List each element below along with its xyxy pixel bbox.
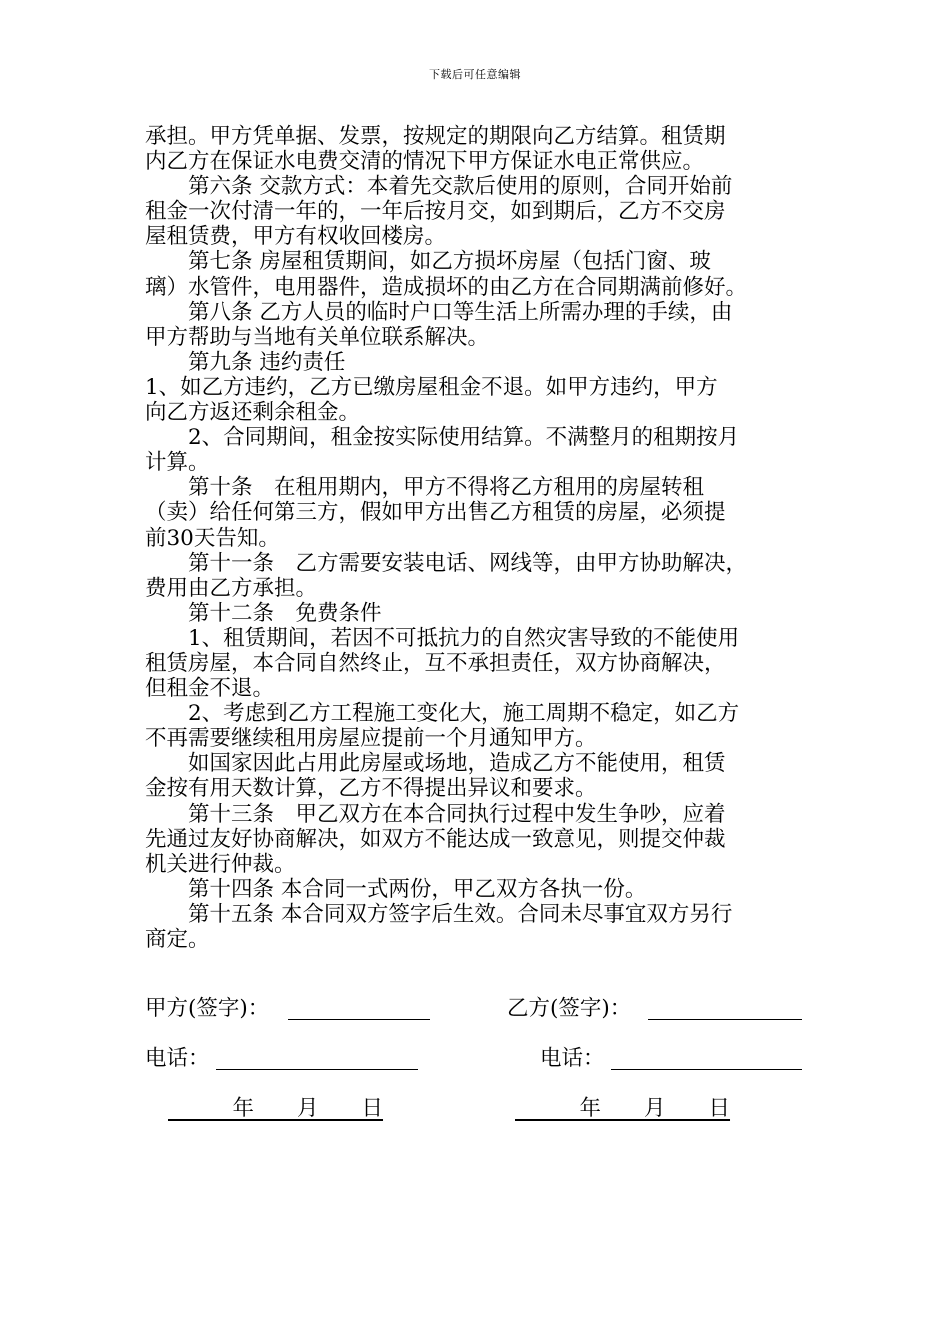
contract-line: 第八条 乙方人员的临时户口等生活上所需办理的手续，由 bbox=[145, 299, 733, 325]
contract-line: 计算。 bbox=[145, 450, 210, 476]
contract-body bbox=[145, 124, 805, 952]
contract-line: 前30天告知。 bbox=[145, 525, 280, 551]
contract-line: 向乙方返还剩余租金。 bbox=[145, 400, 361, 426]
party-a-signature-blank bbox=[288, 1019, 430, 1020]
contract-line: 租赁房屋，本合同自然终止，互不承担责任，双方协商解决， bbox=[145, 650, 726, 676]
contract-line: 先通过友好协商解决，如双方不能达成一致意见，则提交仲裁 bbox=[145, 826, 726, 852]
contract-line: 租金一次付清一年的，一年后按月交，如到期后，乙方不交房 bbox=[145, 199, 726, 225]
party-b-signature-label: 乙方(签字)： bbox=[507, 996, 632, 1021]
party-a-date: 年 月 日 bbox=[168, 1096, 384, 1121]
party-a-signature-label: 甲方(签字)： bbox=[145, 996, 270, 1021]
party-b-phone-label: 电话： bbox=[540, 1046, 605, 1071]
contract-line: 内乙方在保证水电费交清的情况下甲方保证水电正常供应。 bbox=[145, 149, 705, 175]
contract-line: 屋租赁费，甲方有权收回楼房。 bbox=[145, 224, 447, 250]
contract-line: 商定。 bbox=[145, 927, 210, 952]
party-a-phone-label: 电话： bbox=[145, 1046, 210, 1071]
contract-line: 第九条 违约责任 bbox=[145, 349, 346, 375]
party-b-signature-blank bbox=[648, 1019, 802, 1020]
contract-line: 璃）水管件，电用器件，造成损坏的由乙方在合同期满前修好。 bbox=[145, 274, 748, 300]
party-b-date: 年 月 日 bbox=[515, 1096, 731, 1121]
contract-line: 1、租赁期间，若因不可抵抗力的自然灾害导致的不能使用 bbox=[145, 625, 740, 651]
contract-line: 金按有用天数计算，乙方不得提出异议和要求。 bbox=[145, 776, 597, 802]
contract-line: 承担。甲方凭单据、发票，按规定的期限向乙方结算。租赁期 bbox=[145, 124, 726, 149]
contract-line: 不再需要继续租用房屋应提前一个月通知甲方。 bbox=[145, 726, 597, 752]
contract-line: 第十三条 甲乙双方在本合同执行过程中发生争吵，应着 bbox=[145, 801, 726, 827]
contract-line: 2、考虑到乙方工程施工变化大，施工周期不稳定，如乙方 bbox=[145, 701, 740, 727]
contract-line: 但租金不退。 bbox=[145, 676, 275, 702]
party-a-phone-blank bbox=[216, 1069, 418, 1070]
page-header-note: 下载后可任意编辑 bbox=[429, 68, 521, 81]
contract-line: 第十四条 本合同一式两份，甲乙双方各执一份。 bbox=[145, 876, 647, 902]
contract-line: 第十二条 免费条件 bbox=[145, 600, 382, 626]
contract-line: 如国家因此占用此房屋或场地，造成乙方不能使用，租赁 bbox=[145, 751, 726, 777]
contract-line: 甲方帮助与当地有关单位联系解决。 bbox=[145, 324, 490, 350]
contract-line: 第六条 交款方式：本着先交款后使用的原则，合同开始前 bbox=[145, 174, 733, 200]
contract-line: 第十五条 本合同双方签字后生效。合同未尽事宜双方另行 bbox=[145, 901, 733, 927]
contract-line: 第十条 在租用期内，甲方不得将乙方租用的房屋转租 bbox=[145, 475, 705, 501]
contract-line: 第七条 房屋租赁期间，如乙方损坏房屋（包括门窗、玻 bbox=[145, 249, 711, 275]
contract-line: 第十一条 乙方需要安装电话、网线等，由甲方协助解决， bbox=[145, 550, 748, 576]
contract-line: 2、合同期间，租金按实际使用结算。不满整月的租期按月 bbox=[145, 425, 740, 451]
contract-line: 费用由乙方承担。 bbox=[145, 575, 318, 601]
contract-line: （卖）给任何第三方，假如甲方出售乙方租赁的房屋，必须提 bbox=[145, 500, 726, 526]
party-b-phone-blank bbox=[611, 1069, 802, 1070]
contract-line: 1、如乙方违约，乙方已缴房屋租金不退。如甲方违约，甲方 bbox=[145, 374, 718, 400]
contract-line: 机关进行仲裁。 bbox=[145, 851, 296, 877]
